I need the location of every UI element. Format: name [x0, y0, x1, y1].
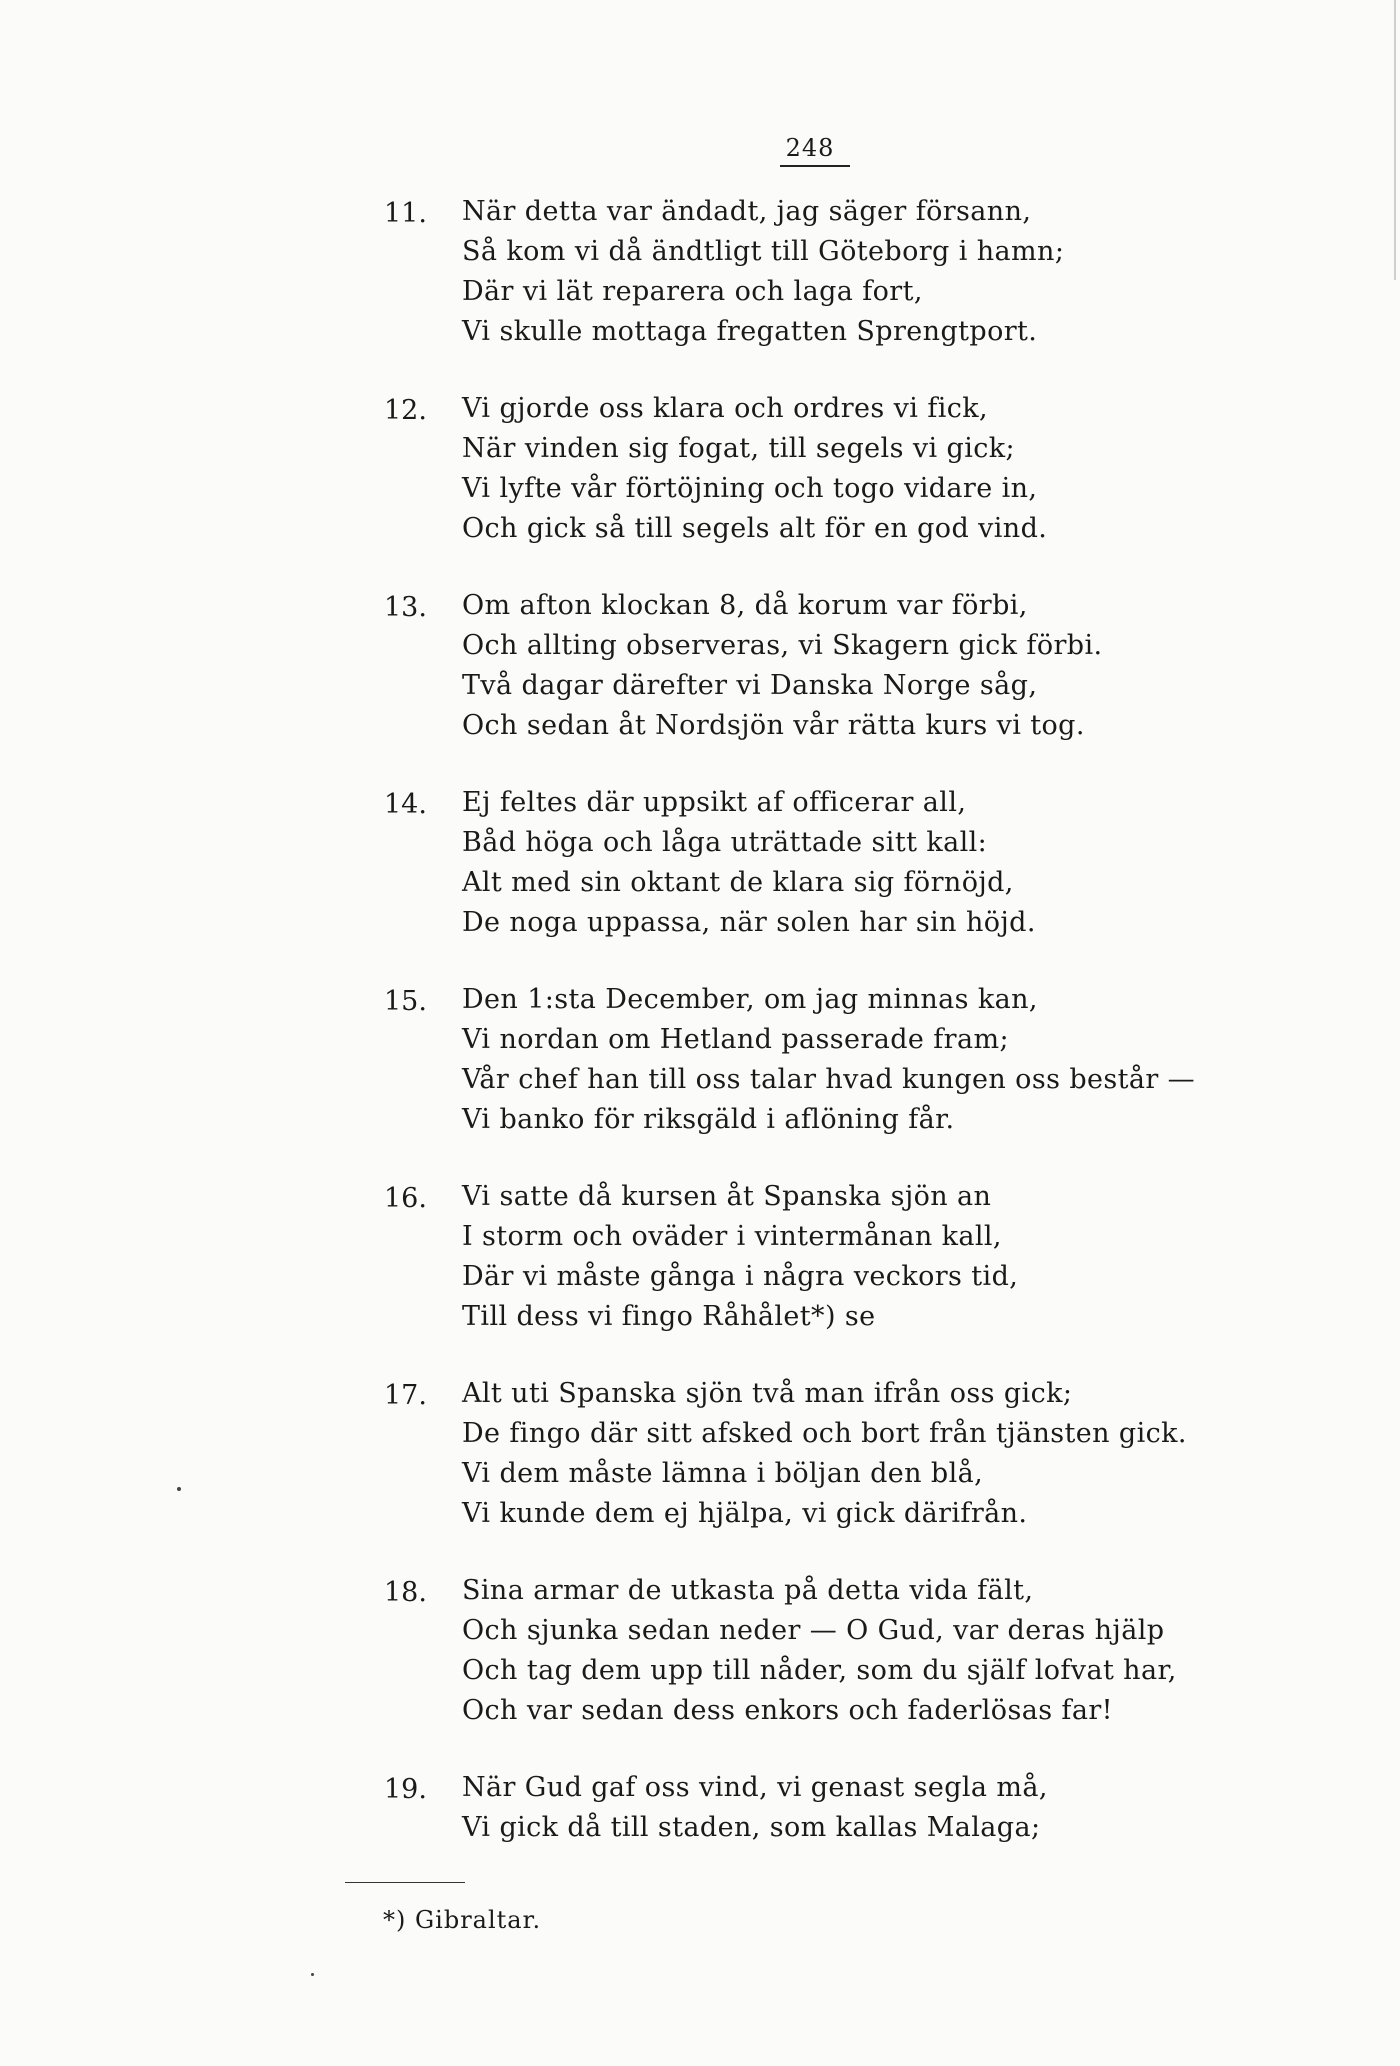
verse-line: Vi kunde dem ej hjälpa, vi gick därifrån.	[462, 1498, 1028, 1529]
verse-line: Alt uti Spanska sjön två man ifrån oss gick;	[462, 1378, 1073, 1409]
stanza-number: 14.	[384, 789, 427, 820]
verse-line: Där vi måste gånga i några veckors tid,	[462, 1261, 1019, 1292]
verse-line: Vi nordan om Hetland passerade fram;	[462, 1024, 1009, 1055]
stanza-number: 12.	[384, 395, 427, 426]
verse-line: Och sedan åt Nordsjön vår rätta kurs vi tog.	[462, 710, 1085, 741]
verse-line: Så kom vi då ändtligt till Göteborg i hamn;	[462, 236, 1065, 267]
verse-line: Där vi lät reparera och laga fort,	[462, 276, 923, 307]
stanza-number: 17.	[384, 1380, 427, 1411]
verse-line: Vi gjorde oss klara och ordres vi fick,	[462, 393, 989, 424]
verse-line: Och gick så till segels alt för en god vind.	[462, 513, 1048, 544]
verse-line: I storm och oväder i vintermånan kall,	[462, 1221, 1002, 1252]
verse-line: När detta var ändadt, jag säger försann,	[462, 196, 1032, 227]
verse-line: De noga uppassa, när solen har sin höjd.	[462, 907, 1036, 938]
verse-line: Om afton klockan 8, då korum var förbi,	[462, 590, 1028, 621]
verse-line: De fingo där sitt afsked och bort från tjänsten gick.	[462, 1418, 1187, 1449]
verse-line: Vi dem måste lämna i böljan den blå,	[462, 1458, 984, 1489]
ink-speck	[311, 1973, 314, 1976]
verse-line: Vi skulle mottaga fregatten Sprengtport.	[462, 316, 1038, 347]
stanza-number: 13.	[384, 592, 427, 623]
page-number-rule	[780, 165, 850, 167]
verse-line: Alt med sin oktant de klara sig förnöjd,	[462, 867, 1014, 898]
verse-line: Och tag dem upp till nåder, som du själf lofvat har,	[462, 1655, 1177, 1686]
verse-line: Vi gick då till staden, som kallas Malaga;	[462, 1812, 1041, 1843]
stanza-number: 11.	[384, 198, 427, 229]
verse-line: Sina armar de utkasta på detta vida fält,	[462, 1575, 1034, 1606]
verse-line: Båd höga och låga uträttade sitt kall:	[462, 827, 988, 858]
stanza-number: 16.	[384, 1183, 427, 1214]
verse-line: Vi lyfte vår förtöjning och togo vidare in,	[462, 473, 1038, 504]
footnote-rule	[345, 1882, 465, 1883]
verse-line: Två dagar därefter vi Danska Norge såg,	[462, 670, 1038, 701]
ink-speck	[177, 1487, 181, 1491]
stanza-number: 19.	[384, 1774, 427, 1805]
stanza-number: 15.	[384, 986, 427, 1017]
footnote: *) Gibraltar.	[383, 1906, 542, 1934]
verse-line: Den 1:sta December, om jag minnas kan,	[462, 984, 1038, 1015]
page-number: 248	[785, 134, 835, 162]
verse-line: Ej feltes där uppsikt af officerar all,	[462, 787, 967, 818]
verse-line: Till dess vi fingo Råhålet*) se	[462, 1301, 876, 1332]
verse-line: Och var sedan dess enkors och faderlösas far!	[462, 1695, 1113, 1726]
verse-line: Vår chef han till oss talar hvad kungen oss består —	[462, 1064, 1196, 1095]
verse-line: Vi banko för riksgäld i aflöning får.	[462, 1104, 955, 1135]
verse-line: Vi satte då kursen åt Spanska sjön an	[462, 1181, 992, 1212]
scan-margin-line	[1394, 0, 1396, 280]
verse-line: När vinden sig fogat, till segels vi gick;	[462, 433, 1016, 464]
stanza-number: 18.	[384, 1577, 427, 1608]
verse-line: Och allting observeras, vi Skagern gick förbi.	[462, 630, 1103, 661]
verse-line: När Gud gaf oss vind, vi genast segla må,	[462, 1772, 1048, 1803]
verse-line: Och sjunka sedan neder — O Gud, var deras hjälp	[462, 1615, 1165, 1646]
